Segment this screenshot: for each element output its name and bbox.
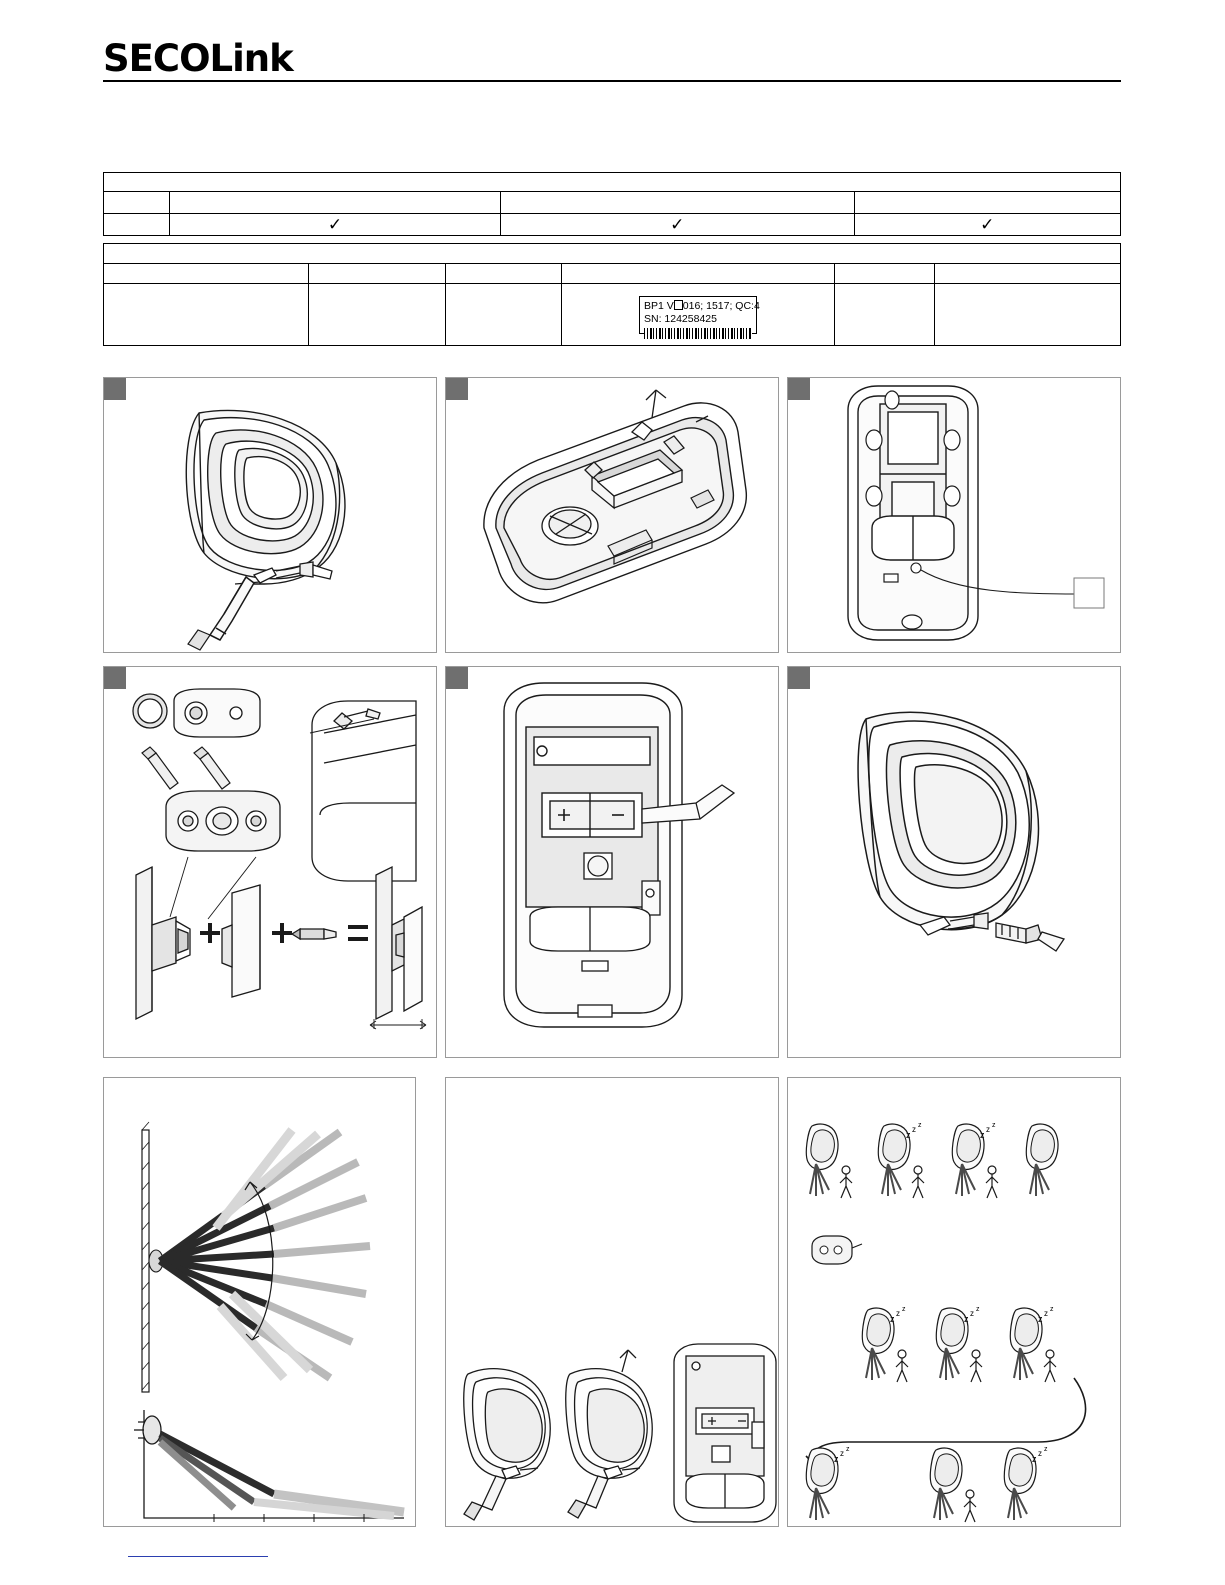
remote-control-icon [812,1236,862,1264]
svg-text:z: z [964,1314,969,1324]
svg-text:z: z [918,1122,922,1129]
table-row [104,244,1121,264]
svg-text:z: z [986,1125,990,1134]
top-table [103,172,1121,236]
svg-text:z: z [976,1306,980,1313]
bottom-table-cell [935,284,1121,346]
walk-row-2 [862,1306,1056,1382]
back-plate-mounting-holes [788,378,1120,652]
svg-text:z: z [1044,1309,1048,1318]
top-table-cell [169,192,500,214]
bottom-table-header-cell [104,264,309,284]
bottom-table [103,243,1121,346]
top-table-cell [501,192,855,214]
top-table-title-cell [104,173,1121,192]
checkmark-icon: ✓ [501,214,855,236]
inside-housing-battery-compartment [446,378,778,652]
bottom-table-cell [104,284,309,346]
top-table-cell [854,192,1120,214]
header-divider [103,80,1121,82]
svg-text:z: z [970,1309,974,1318]
battery-insertion-with-tab [446,667,778,1057]
figure-3-panel [787,377,1121,653]
figure-6-number-badge [788,667,810,689]
bottom-table-cell [446,284,562,346]
open-housing-with-screwdriver [104,378,436,652]
figure-5-number-badge [446,667,468,689]
product-label [639,296,760,334]
svg-text:z: z [912,1125,916,1134]
bottom-table-header-cell [308,264,445,284]
brand-logo [103,36,293,80]
table-row [104,173,1121,192]
figure-4-number-badge [104,667,126,689]
svg-text:z: z [902,1306,906,1313]
product-label-cell [562,284,834,346]
svg-text:z: z [1038,1314,1043,1324]
figure-1-number-badge [104,378,126,400]
svg-text:z: z [1038,1449,1042,1458]
table-row [104,214,1121,236]
walk-row-1 [806,1122,1058,1198]
barcode-icon [644,328,752,339]
figure-9-panel [787,1077,1121,1527]
svg-text:z: z [992,1122,996,1129]
svg-text:z: z [1050,1306,1054,1313]
product-label-line1 [643,299,760,313]
figure-1-panel [103,377,437,653]
figure-5-panel [445,666,779,1058]
svg-text:z: z [1032,1454,1037,1464]
walk-test-sequence [788,1078,1120,1526]
label-suffix: 016; 1517; QC:4 [682,299,760,312]
figure-3-number-badge [788,378,810,400]
figure-2-number-badge [446,378,468,400]
ce-mark-icon [674,300,683,310]
bottom-table-title-cell [104,244,1121,264]
figure-6-panel [787,666,1121,1058]
bottom-table-header-cell [834,264,934,284]
table-row [104,264,1121,284]
brand-logo-suffix: Link [209,37,293,80]
wall-bracket-assembly-exploded [104,667,436,1057]
top-table-cell [104,214,170,236]
figure-8-panel [445,1077,779,1527]
walk-row-3 [806,1446,1048,1522]
table-row [104,284,1121,346]
svg-text:z: z [980,1130,985,1140]
bottom-table-header-cell [446,264,562,284]
bottom-table-cell [834,284,934,346]
coverage-pattern-top-and-side [104,1078,415,1526]
svg-text:z: z [846,1446,850,1453]
brand-logo-prefix: SECO [103,37,210,80]
svg-text:z: z [1044,1446,1048,1453]
table-row [104,192,1121,214]
svg-text:z: z [906,1130,911,1140]
figure-2-panel [445,377,779,653]
svg-text:z: z [896,1309,900,1318]
mount-detector-with-screw [788,667,1120,1057]
callout-box [1074,578,1104,608]
figure-7-panel [103,1077,416,1527]
checkmark-icon: ✓ [169,214,500,236]
svg-text:z: z [834,1454,839,1464]
footer-link[interactable] [128,1556,268,1557]
product-label-line2: SN: 124258425 [643,312,717,325]
top-table-cell [104,192,170,214]
bottom-table-header-cell [935,264,1121,284]
figure-4-panel [103,666,437,1058]
label-prefix: BP1 V [643,299,674,312]
svg-text:z: z [840,1449,844,1458]
svg-text:z: z [890,1314,895,1324]
bottom-table-cell [308,284,445,346]
bottom-table-header-cell [562,264,834,284]
close-housing-and-battery-view [446,1078,778,1526]
checkmark-icon: ✓ [854,214,1120,236]
